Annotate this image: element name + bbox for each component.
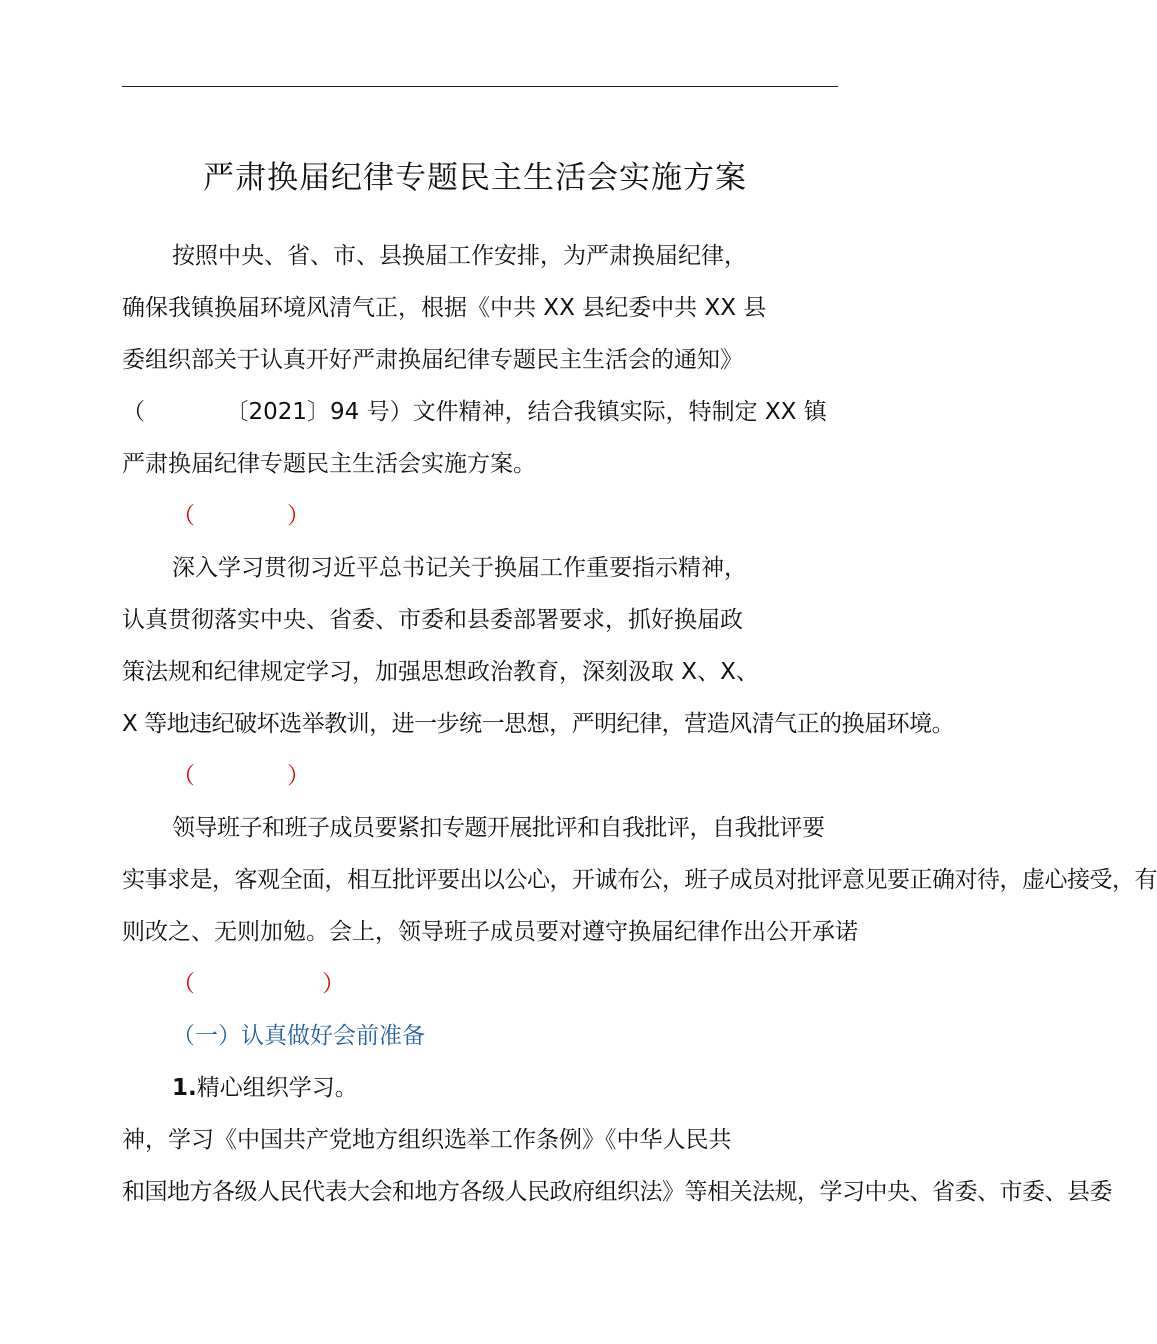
- subsection-heading-1: （一）认真做好会前准备: [172, 1023, 425, 1049]
- section3-line-1: 神，学习《中国共产党地方组织选举工作条例》《中华人民共: [122, 1127, 732, 1153]
- section-heading-2: （ ）: [172, 763, 310, 789]
- item-1: [172, 1072, 838, 1104]
- section2-line-3: 则改之、无则加勉。会上，领导班子成员要对遵守换届纪律作出公开承诺: [122, 919, 858, 945]
- section1-line-3: 策法规和纪律规定学习，加强思想政治教育，深刻汲取 X、X、: [122, 659, 759, 685]
- section2-line-1: 领导班子和班子成员要紧扣专题开展批评和自我批评，自我批评要: [172, 815, 825, 841]
- section-heading-1: （ ）: [172, 503, 310, 529]
- intro-line-2: 确保我镇换届环境风清气正，根据《中共 XX 县纪委中共 XX 县: [122, 295, 767, 321]
- section1-line-2: 认真贯彻落实中央、省委、市委和县委部署要求，抓好换届政: [122, 607, 743, 633]
- intro-line-5: 严肃换届纪律专题民主生活会实施方案。: [122, 451, 536, 477]
- header-rule: [122, 86, 838, 87]
- section1-line-4: X 等地违纪破坏选举教训，进一步统一思想，严明纪律，营造风清气正的换届环境。: [122, 711, 955, 737]
- section1-line-1: 深入学习贯彻习近平总书记关于换届工作重要指示精神，: [172, 555, 747, 581]
- section-heading-3: （ ）: [172, 971, 352, 997]
- section2-line-2: 实事求是，客观全面，相互批评要出以公心，开诚布公，班子成员对批评意见要正确对待，虚心接受，有: [122, 867, 1157, 893]
- item-1-number: 1.: [172, 1075, 197, 1101]
- document-title: 严肃换届纪律专题民主生活会实施方案: [203, 160, 747, 196]
- item-1-label: 精心组织学习。: [196, 1075, 347, 1101]
- intro-line-4: （ 〔2021〕94 号）文件精神，结合我镇实际，特制定 XX 镇: [122, 399, 827, 425]
- intro-line-1: 按照中央、省、市、县换届工作安排，为严肃换届纪律，: [172, 243, 747, 269]
- section3-line-2: 和国地方各级人民代表大会和地方各级人民政府组织法》等相关法规，学习中央、省委、市委、县委: [122, 1179, 1112, 1205]
- item-1-trail: [346, 1075, 760, 1101]
- intro-line-3: 委组织部关于认真开好严肃换届纪律专题民主生活会的通知》: [122, 347, 743, 373]
